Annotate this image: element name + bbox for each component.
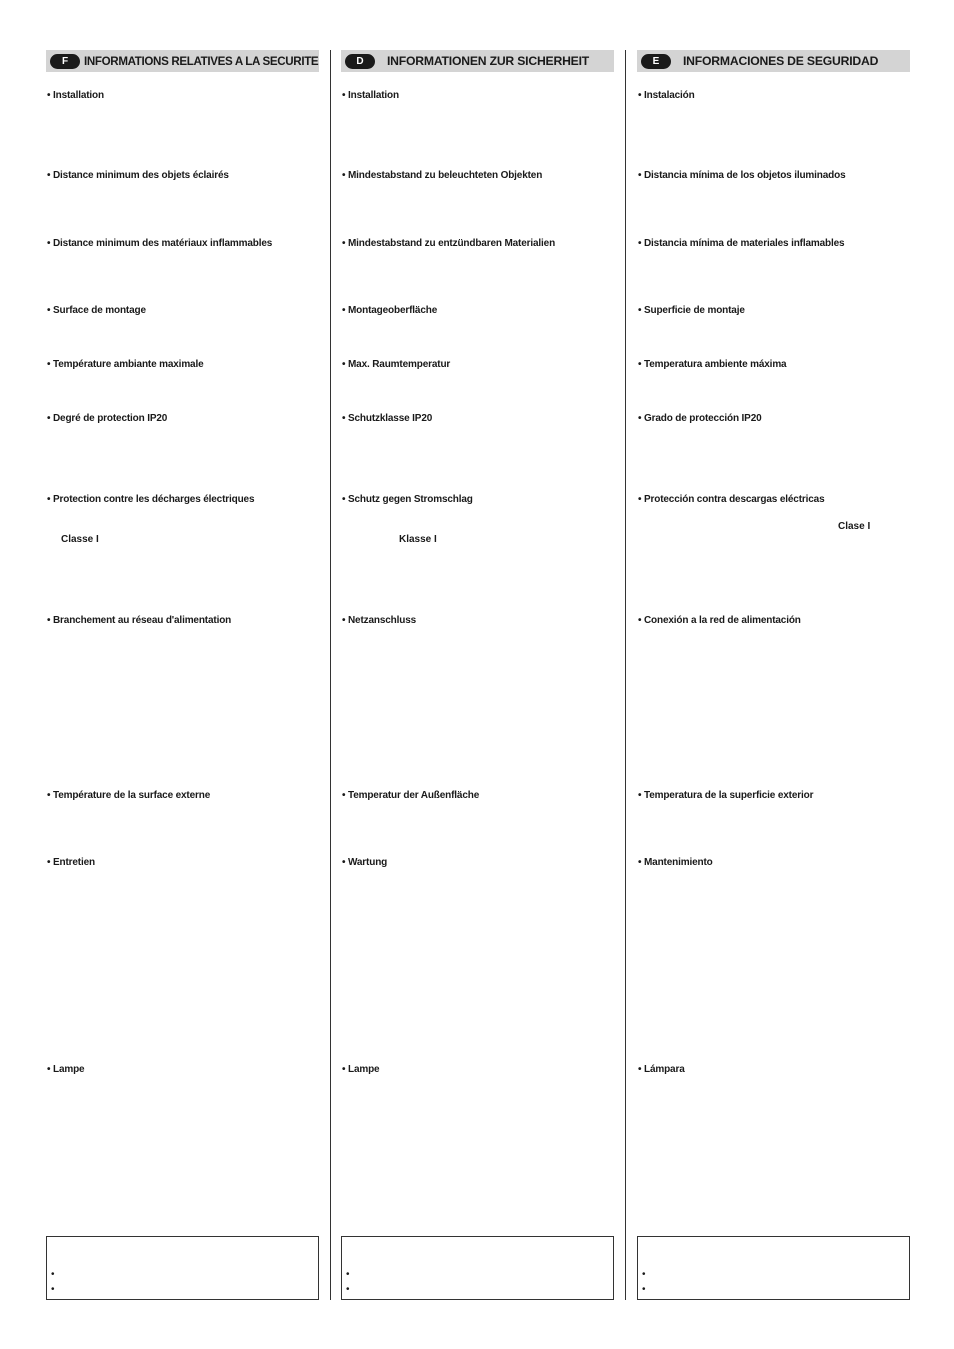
item-installation: • Installation [47,90,104,101]
item-mounting-surface: • Surface de montage [47,305,146,316]
item-protection-degree: • Grado de protección IP20 [638,413,762,424]
item-maintenance: • Wartung [342,857,388,868]
item-lamp: • Lámpara [638,1064,685,1075]
item-external-surface-temp: • Temperatur der Außenfläche [342,790,480,801]
item-max-ambient-temp: • Temperatura ambiente máxima [638,359,787,370]
spanish-column [637,50,910,1300]
item-min-distance-flammable: • Distance minimum des matériaux inflammables [47,238,273,249]
language-badge-d: D [345,54,375,69]
item-lamp: • Lampe [47,1064,85,1075]
item-mounting-surface: • Superficie de montaje [638,305,745,316]
german-column [341,50,614,1300]
french-column [46,50,319,1300]
note-bullet: • [51,1284,55,1295]
note-bullet: • [346,1284,350,1295]
spanish-section-header [637,50,910,72]
german-section-header [341,50,614,72]
item-max-ambient-temp: • Max. Raumtemperatur [342,359,451,370]
item-installation: • Instalación [638,90,695,101]
item-mounting-surface: • Montageoberfläche [342,305,438,316]
column-divider [330,50,331,1300]
note-box [341,1236,614,1300]
item-maintenance: • Mantenimiento [638,857,713,868]
note-bullet: • [51,1269,55,1280]
language-badge-f: F [50,54,80,69]
note-bullet: • [642,1269,646,1280]
class-label: Clase I [838,521,871,532]
item-installation: • Installation [342,90,399,101]
class-label: Klasse I [399,534,437,545]
item-min-distance-lit-objects: • Distancia mínima de los objetos iluminados [638,170,846,181]
item-mains-connection: • Netzanschluss [342,615,417,626]
note-bullet: • [346,1269,350,1280]
item-min-distance-lit-objects: • Mindestabstand zu beleuchteten Objekten [342,170,543,181]
item-lamp: • Lampe [342,1064,380,1075]
french-section-title: INFORMATIONS RELATIVES A LA SECURITE [84,54,319,68]
item-min-distance-flammable: • Mindestabstand zu entzündbaren Materialien [342,238,556,249]
item-maintenance: • Entretien [47,857,95,868]
item-mains-connection: • Branchement au réseau d'alimentation [47,615,232,626]
item-mains-connection: • Conexión a la red de alimentación [638,615,801,626]
item-min-distance-lit-objects: • Distance minimum des objets éclairés [47,170,229,181]
column-divider [625,50,626,1300]
class-label: Classe I [61,534,99,545]
note-box [637,1236,910,1300]
item-electric-shock-protection: • Schutz gegen Stromschlag [342,494,473,505]
language-badge-e: E [641,54,671,69]
item-min-distance-flammable: • Distancia mínima de materiales inflamables [638,238,845,249]
spanish-section-title: INFORMACIONES DE SEGURIDAD [683,54,879,68]
item-electric-shock-protection: • Protección contra descargas eléctricas [638,494,825,505]
item-protection-degree: • Degré de protection IP20 [47,413,168,424]
item-protection-degree: • Schutzklasse IP20 [342,413,433,424]
note-bullet: • [642,1284,646,1295]
item-external-surface-temp: • Temperatura de la superficie exterior [638,790,814,801]
item-external-surface-temp: • Température de la surface externe [47,790,211,801]
item-max-ambient-temp: • Température ambiante maximale [47,359,204,370]
note-box [46,1236,319,1300]
german-section-title: INFORMATIONEN ZUR SICHERHEIT [387,54,590,68]
item-electric-shock-protection: • Protection contre les décharges électriques [47,494,255,505]
french-section-header [46,50,319,72]
